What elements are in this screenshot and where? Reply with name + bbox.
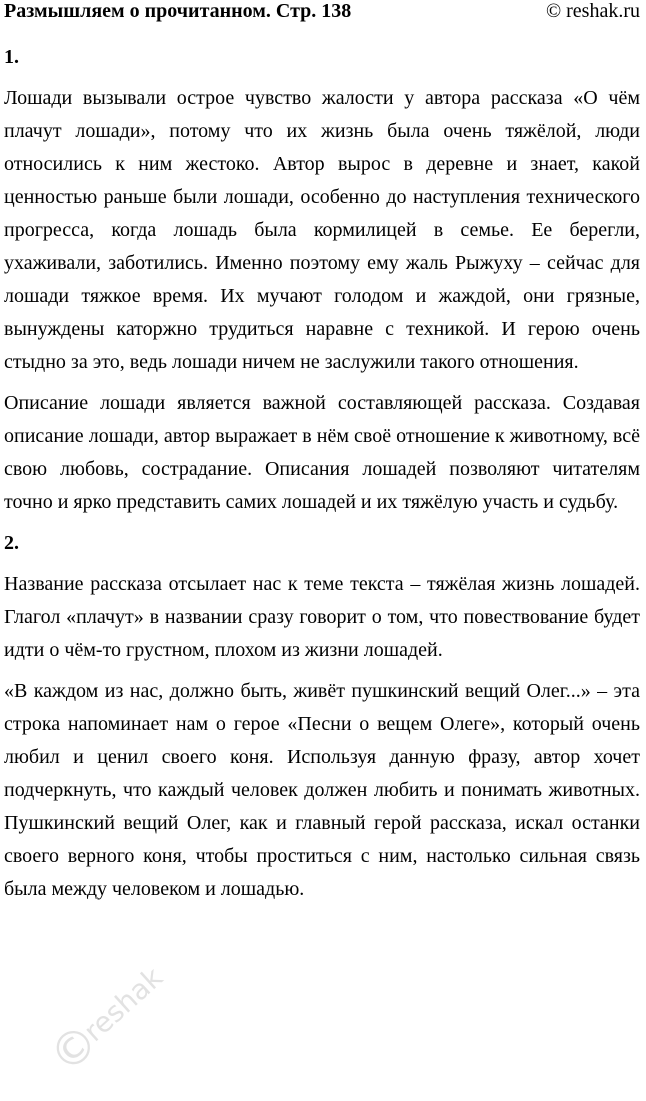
source-link[interactable]: © reshak.ru [545, 0, 640, 22]
page-title: Размышляем о прочитанном. Стр. 138 [4, 0, 352, 22]
paragraph: Описание лошади является важной составляющей рассказа. Создавая описание лошади, автор выражает в нём своё отношение к животному, всё свою любовь, сострадание. Описания лошадей позволяют читателям точно и ярко представить самих лошадей и их тяжёлую участь и судьбу. [4, 392, 640, 513]
watermark-text: reshak [76, 960, 169, 1048]
section-1 [4, 41, 640, 519]
page-header [4, 0, 640, 24]
document-body [4, 41, 640, 906]
section-2 [4, 527, 640, 906]
watermark [23, 939, 187, 1100]
section-number: 1. [4, 46, 19, 68]
paragraph: Название рассказа отсылает нас к теме текста – тяжёлая жизнь лошадей. Глагол «плачут» в названии сразу говорит о том, что повествование будет идти о чём-то грустном, плохом из жизни лошадей. [4, 573, 640, 661]
paragraph: «В каждом из нас, должно быть, живёт пушкинский вещий Олег...» – эта строка напоминает нам о герое «Песни о вещем Олеге», который очень любил и ценил своего коня. Используя данную фразу, автор хочет подчеркнуть, что каждый человек должен любить и понимать животных. Пушкинский вещий Олег, как и главный герой рассказа, искал останки своего верного коня, чтобы проститься с ним, настолько сильная связь была между человеком и лошадью. [4, 680, 640, 900]
paragraph: Лошади вызывали острое чувство жалости у автора рассказа «О чём плачут лошади», потому что их жизнь была очень тяжёлой, люди относились к ним жестоко. Автор вырос в деревне и знает, какой ценностью раньше были лошади, особенно до наступления технического прогресса, когда лошадь была кормилицей в семье. Ее берегли, ухаживали, заботились. Именно поэтому ему жаль Рыжуху – сейчас для лошади тяжкое время. Их мучают голодом и жаждой, они грязные, вынуждены каторжно трудиться наравне с техникой. И герою очень стыдно за это, ведь лошади ничем не заслужили такого отношения. [4, 87, 640, 373]
copyright-icon: © [38, 1012, 109, 1084]
section-number: 2. [4, 532, 19, 554]
